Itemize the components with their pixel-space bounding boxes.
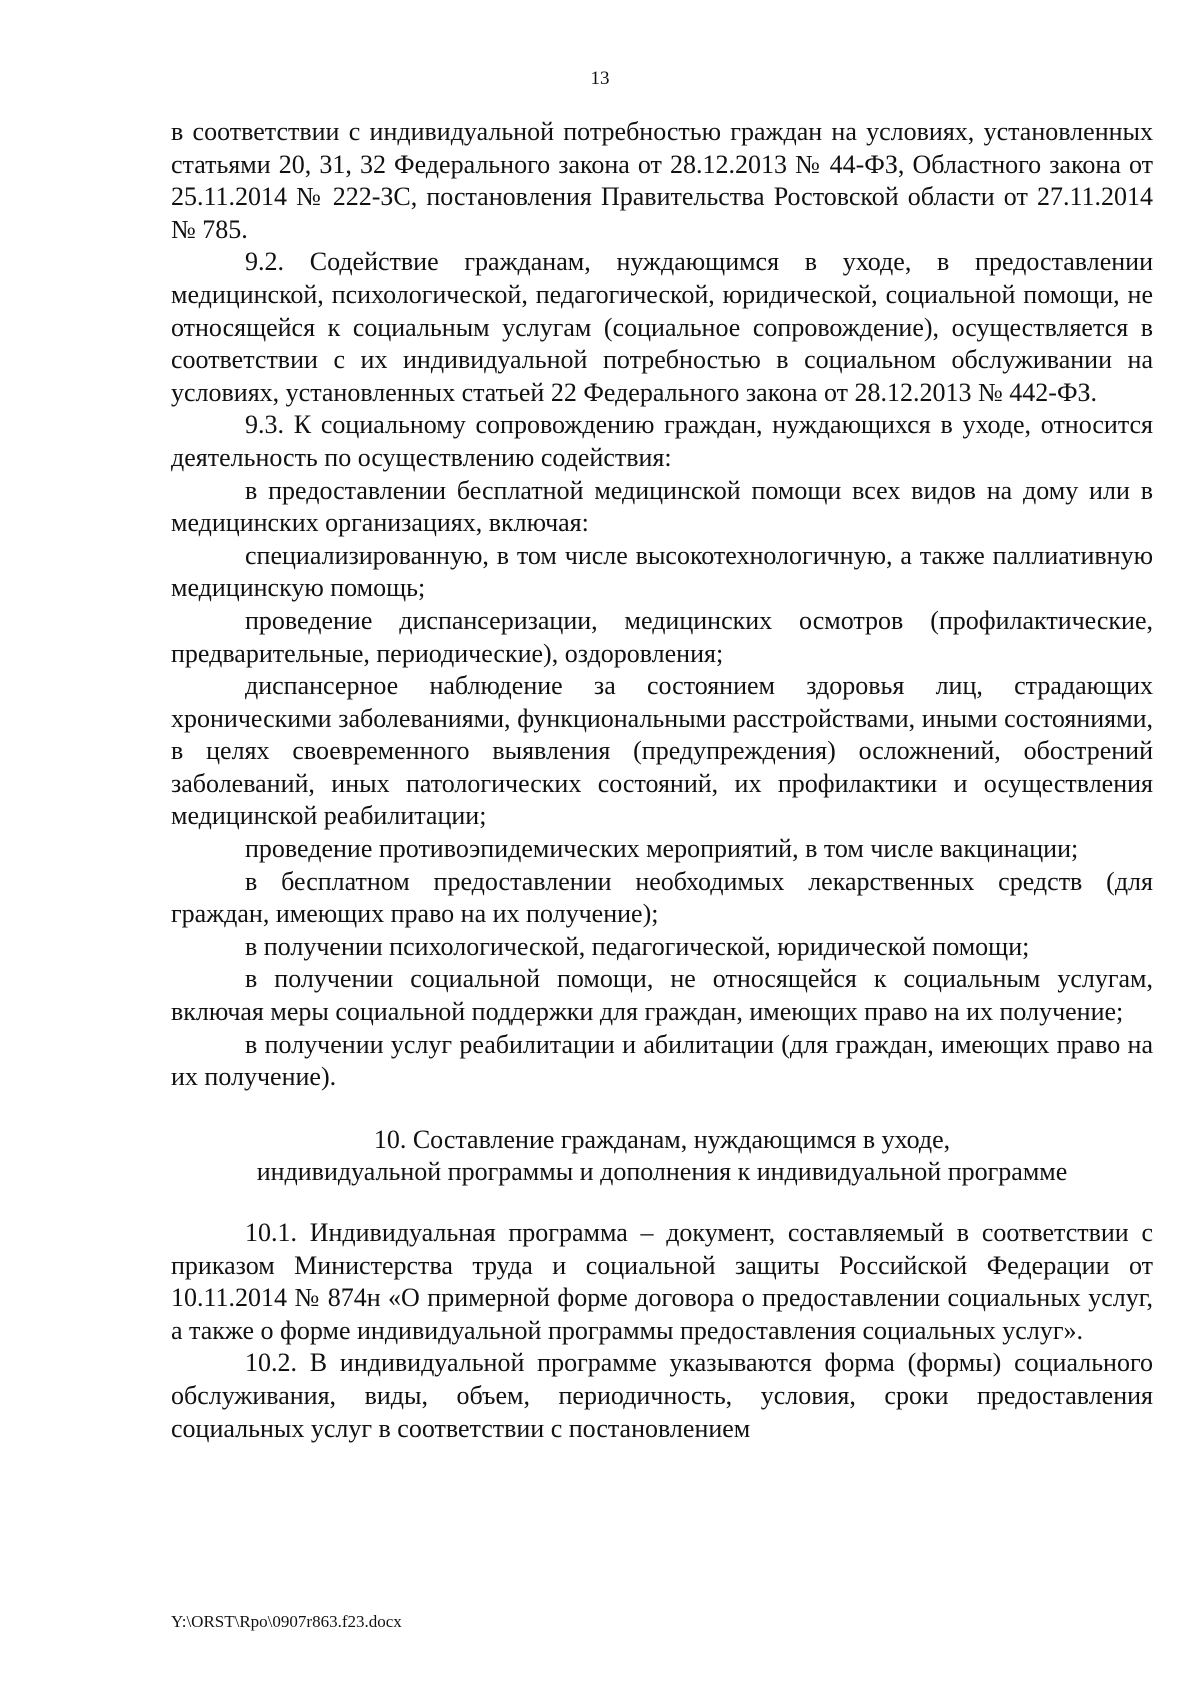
paragraph-9-3: 9.3. К социальному сопровождению граждан, нуждающихся в уходе, относится деятельность по осуществлению содействия: — [171, 410, 1153, 472]
section-heading — [171, 1124, 1153, 1189]
list-item: в получении психологической, педагогической, юридической помощи; — [245, 931, 1030, 961]
paragraph-10-2: 10.2. В индивидуальной программе указываются форма (формы) социального обслуживания, виды, объем, периодичность, условия, сроки предоставления социальных услуг в соответствии с постановлением — [171, 1348, 1153, 1443]
list-item: в бесплатном предоставлении необходимых лекарственных средств (для граждан, имеющих право на их получение); — [171, 866, 1153, 929]
paragraph-10-1: 10.1. Индивидуальная программа – документ, составляемый в соответствии с приказом Министерства труда и социальной защиты Российской Федерации от 10.11.2014 № 874н «О примерной форме договора о предоставлении социальных услуг, а также о форме индивидуальной программы предоставления социальных услуг». — [171, 1218, 1153, 1345]
footer-file-path: Y:\ORST\Rpo\0907r863.f23.docx — [171, 1612, 402, 1631]
list-item: специализированную, в том числе высокотехнологичную, а также паллиативную медицинскую помощь; — [171, 540, 1153, 603]
paragraph-9-2: 9.2. Содействие гражданам, нуждающимся в уходе, в предоставлении медицинской, психологической, педагогической, юридической, социальной помощи, не относящейся к социальным услугам (социальное сопровождение), осуществляется в соответствии с их индивидуальной потребностью в социальном обслуживании на условиях, установленных статьей 22 Федерального закона от 28.12.2013 № 442-ФЗ. — [171, 247, 1153, 407]
section-heading-line2: индивидуальной программы и дополнения к индивидуальной программе — [256, 1157, 1068, 1187]
document-body — [171, 116, 1153, 1445]
list-item: в предоставлении бесплатной медицинской помощи всех видов на дому или в медицинских организациях, включая: — [171, 475, 1153, 538]
list-item: проведение противоэпидемических мероприятий, в том числе вакцинации; — [245, 834, 1079, 864]
list-item: проведение диспансеризации, медицинских осмотров (профилактические, предварительные, периодические), оздоровления; — [171, 605, 1153, 668]
page-number: 13 — [590, 68, 610, 89]
paragraph: в соответствии с индивидуальной потребностью граждан на условиях, установленных статьями 20, 31, 32 Федерального закона от 28.12.2013 № 44-ФЗ, Областного закона от 25.11.2014 № 222-ЗС, постановления Правительства Ростовской области от 27.11.2014 № 785. — [171, 117, 1153, 244]
list-item: в получении социальной помощи, не относящейся к социальным услугам, включая меры социальной поддержки для граждан, имеющих право на их получение; — [171, 964, 1153, 1027]
section-heading-line1: 10. Составление гражданам, нуждающимся в уходе, — [373, 1124, 951, 1154]
list-item: в получении услуг реабилитации и абилитации (для граждан, имеющих право на их получение). — [171, 1029, 1153, 1092]
list-item: диспансерное наблюдение за состоянием здоровья лиц, страдающих хроническими заболеваниями, функциональными расстройствами, иными состояниями, в целях своевременного выявления (предупреждения) осложнений, обострений заболеваний, иных патологических состояний, их профилактики и осуществления медицинской реабилитации; — [171, 671, 1153, 831]
